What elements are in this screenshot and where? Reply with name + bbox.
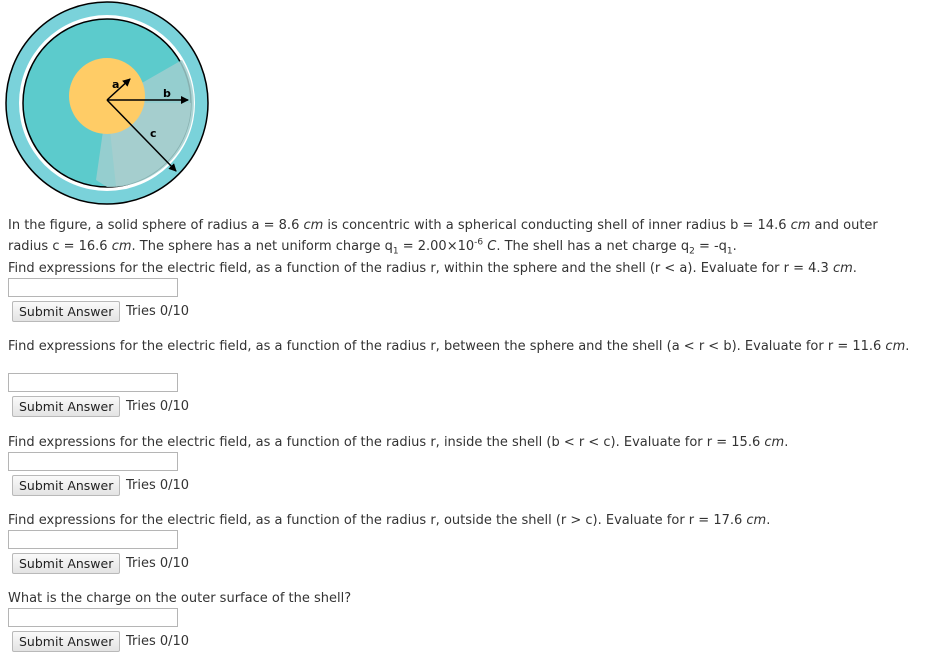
question-text: . [852, 261, 857, 276]
question-text: . [784, 435, 789, 450]
intro-text: = 2.00×10 [398, 239, 475, 254]
unit: cm [746, 513, 767, 528]
label-a: a [112, 78, 120, 91]
tries-counter-1: Tries 0/10 [126, 304, 190, 319]
question-text: . [766, 513, 771, 528]
answer-input-1[interactable] [8, 278, 178, 297]
answer-input-5[interactable] [8, 608, 178, 627]
intro-text: and outer [810, 218, 878, 233]
submit-answer-button-3[interactable]: Submit Answer [12, 475, 120, 496]
question-text: Find expressions for the electric field, as a function of the radius r, between the sphere and the shell (a < r < b). Evaluate for r = 11.6 [8, 339, 886, 354]
question-text: What is the charge on the outer surface of the shell? [8, 591, 352, 606]
unit: cm [790, 218, 811, 233]
inner-sphere [69, 58, 145, 134]
question-1-text [8, 259, 920, 278]
unit: C [487, 239, 497, 254]
tries-counter-5: Tries 0/10 [126, 634, 190, 649]
intro-text: = -q [694, 239, 727, 254]
exponent: -6 [474, 237, 484, 248]
unit: cm [832, 261, 853, 276]
subscript: 1 [726, 246, 733, 257]
intro-text: . [732, 239, 737, 254]
intro-text: radius c = 16.6 [8, 239, 112, 254]
tries-counter-2: Tries 0/10 [126, 399, 190, 414]
question-5-text [8, 589, 920, 608]
question-text: . [905, 339, 910, 354]
concentric-sphere-figure [4, 0, 210, 206]
submit-answer-button-2[interactable]: Submit Answer [12, 396, 120, 417]
intro-text: is concentric with a spherical conducting shell of inner radius b = 14.6 [323, 218, 791, 233]
subscript: 1 [392, 246, 399, 257]
subscript: 2 [689, 246, 695, 257]
submit-answer-button-4[interactable]: Submit Answer [12, 553, 120, 574]
unit: cm [764, 435, 785, 450]
intro-text: In the figure, a solid sphere of radius a = 8.6 [8, 218, 304, 233]
unit: cm [111, 239, 132, 254]
problem-line-2 [8, 236, 920, 257]
answer-input-3[interactable] [8, 452, 178, 471]
answer-input-2[interactable] [8, 373, 178, 392]
intro-text: . The sphere has a net uniform charge q [131, 239, 393, 254]
tries-counter-3: Tries 0/10 [126, 478, 190, 493]
label-c: c [150, 127, 157, 140]
question-4-text [8, 511, 920, 530]
unit: cm [303, 218, 324, 233]
submit-answer-button-5[interactable]: Submit Answer [12, 631, 120, 652]
question-text: Find expressions for the electric field, as a function of the radius r, outside the shell (r > c). Evaluate for r = 17.6 [8, 513, 747, 528]
submit-answer-button-1[interactable]: Submit Answer [12, 301, 120, 322]
question-text: Find expressions for the electric field, as a function of the radius r, within the sphere and the shell (r < a). Evaluate for r = 4.3 [8, 261, 833, 276]
label-b: b [163, 87, 171, 100]
unit: cm [885, 339, 906, 354]
question-text: Find expressions for the electric field, as a function of the radius r, inside the shell (b < r < c). Evaluate for r = 15.6 [8, 435, 765, 450]
problem-statement [8, 215, 920, 257]
question-3-text [8, 433, 920, 452]
tries-counter-4: Tries 0/10 [126, 556, 190, 571]
problem-line-1 [8, 215, 920, 236]
answer-input-4[interactable] [8, 530, 178, 549]
intro-text: . The shell has a net charge q [496, 239, 690, 254]
question-2-text [8, 337, 920, 356]
